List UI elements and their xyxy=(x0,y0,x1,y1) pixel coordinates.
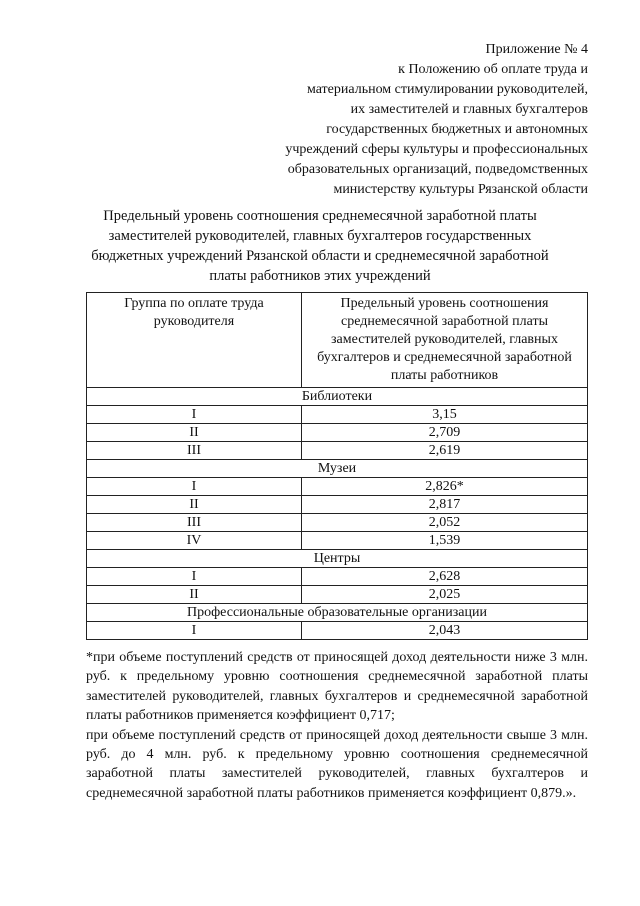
header-group: Группа по оплате труда руководителя xyxy=(87,293,302,388)
appendix-line: учреждений сферы культуры и профессиональных xyxy=(285,142,588,157)
table-row xyxy=(87,532,588,550)
value-cell: 2,709 xyxy=(302,424,588,442)
group-cell: II xyxy=(87,496,302,514)
value-cell: 2,052 xyxy=(302,514,588,532)
group-cell: III xyxy=(87,514,302,532)
value-cell: 2,817 xyxy=(302,496,588,514)
table-row xyxy=(87,586,588,604)
section-row xyxy=(87,550,588,568)
section-professional-orgs: Профессиональные образовательные организации xyxy=(87,604,588,622)
section-libraries: Библиотеки xyxy=(87,388,588,406)
value-cell: 3,15 xyxy=(302,406,588,424)
document-title xyxy=(80,206,560,286)
group-cell: I xyxy=(87,478,302,496)
group-cell: I xyxy=(87,622,302,640)
footnote xyxy=(86,648,588,803)
section-row xyxy=(87,604,588,622)
value-cell: 2,025 xyxy=(302,586,588,604)
appendix-line: государственных бюджетных и автономных xyxy=(326,122,588,137)
table-row xyxy=(87,406,588,424)
appendix-line: образовательных организаций, подведомственных xyxy=(287,162,588,177)
table-row xyxy=(87,514,588,532)
table-row xyxy=(87,442,588,460)
group-cell: II xyxy=(87,424,302,442)
section-museums: Музеи xyxy=(87,460,588,478)
value-cell: 2,826* xyxy=(302,478,588,496)
group-cell: IV xyxy=(87,532,302,550)
title-line: заместителей руководителей, главных бухгалтеров государственных xyxy=(108,228,532,244)
value-cell: 2,043 xyxy=(302,622,588,640)
title-line: платы работников этих учреждений xyxy=(209,268,431,284)
group-cell: II xyxy=(87,586,302,604)
appendix-line: к Положению об оплате труда и xyxy=(398,62,588,77)
footnote-paragraph: *при объеме поступлений средств от приносящей доход деятельности ниже 3 млн. руб. к предельному уровню соотношения среднемесячной заработной платы заместителей руководителей, главных бухгалтеров и среднемесячной заработной платы работников применяется коэффициент 0,717; xyxy=(86,650,588,724)
header-ratio: Предельный уровень соотношения среднемесячной заработной платы заместителей руководителей, главных бухгалтеров и среднемесячной заработной платы работников xyxy=(302,293,588,388)
appendix-line: Приложение № 4 xyxy=(485,42,588,57)
table-row xyxy=(87,478,588,496)
value-cell: 2,619 xyxy=(302,442,588,460)
table-row xyxy=(87,622,588,640)
value-cell: 2,628 xyxy=(302,568,588,586)
group-cell: III xyxy=(87,442,302,460)
section-row xyxy=(87,460,588,478)
table-header-row xyxy=(87,293,588,388)
group-cell: I xyxy=(87,568,302,586)
appendix-header xyxy=(168,40,588,200)
appendix-line: их заместителей и главных бухгалтеров xyxy=(350,102,588,117)
title-line: Предельный уровень соотношения среднемесячной заработной платы xyxy=(103,208,537,224)
value-cell: 1,539 xyxy=(302,532,588,550)
title-line: бюджетных учреждений Рязанской области и среднемесячной заработной xyxy=(91,248,549,264)
ratio-table xyxy=(86,292,588,640)
table-row xyxy=(87,424,588,442)
appendix-line: министерству культуры Рязанской области xyxy=(333,182,588,197)
section-centers: Центры xyxy=(87,550,588,568)
section-row xyxy=(87,388,588,406)
table-row xyxy=(87,568,588,586)
footnote-paragraph: при объеме поступлений средств от приносящей доход деятельности свыше 3 млн. руб. до 4 млн. руб. к предельному уровню соотношения среднемесячной заработной платы заместителей руководителей, главных бухгалтеров и среднемесячной заработной платы работников применяется коэффициент 0,879.». xyxy=(86,727,588,801)
group-cell: I xyxy=(87,406,302,424)
table-row xyxy=(87,496,588,514)
appendix-line: материальном стимулировании руководителей, xyxy=(306,82,588,97)
